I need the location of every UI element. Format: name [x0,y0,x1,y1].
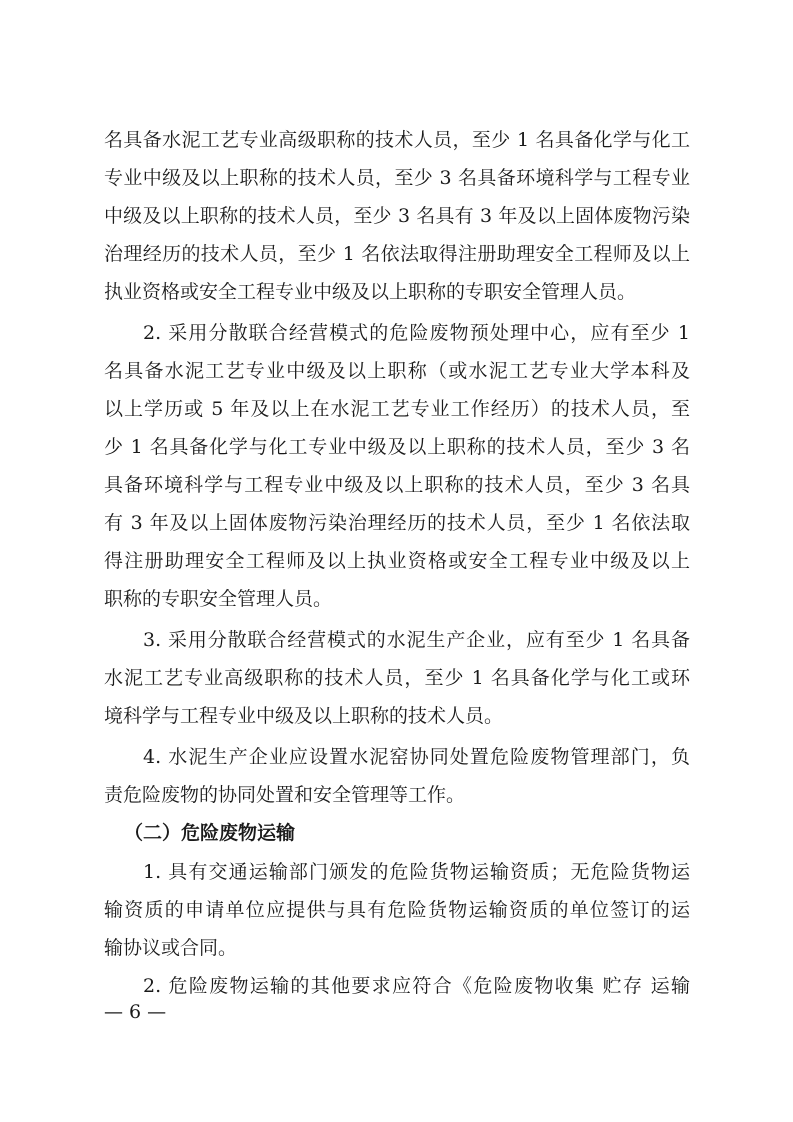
text-line: 2. 采用分散联合经营模式的危险废物预处理中心，应有至少 1 [143,322,690,344]
paragraph-line [0,272,793,312]
text-line: 责危险废物的协同处置和安全管理等工作。 [104,784,466,806]
paragraph-line [0,737,793,777]
text-line: 2. 危险废物运输的其他要求应符合《危险废物收集 贮存 运输 [143,975,690,997]
paragraph-line [0,234,793,274]
text-line: 3. 采用分散联合经营模式的水泥生产企业，应有至少 1 名具备 [143,629,690,651]
text-line: 输资质的申请单位应提供与具有危险货物运输资质的单位签订的运 [104,899,690,921]
paragraph-line [0,620,793,660]
text-line: 水泥工艺专业高级职称的技术人员，至少 1 名具备化学与化工或环 [104,667,690,689]
paragraph-line [0,503,793,543]
text-line: 专业中级及以上职称的技术人员，至少 3 名具备环境科学与工程专业 [104,167,690,189]
paragraph-line [0,427,793,467]
text-line: 以上学历或 5 年及以上在水泥工艺专业工作经历）的技术人员，至 [104,398,690,420]
paragraph-line [0,196,793,236]
text-line: 具备环境科学与工程专业中级及以上职称的技术人员，至少 3 名具 [104,474,690,496]
text-line: 4. 水泥生产企业应设置水泥窑协同处置危险废物管理部门，负 [143,746,690,768]
paragraph-line [0,579,793,619]
text-line: 1. 具有交通运输部门颁发的危险货物运输资质；无危险货物运 [143,861,690,883]
paragraph-line [0,541,793,581]
paragraph-line [0,351,793,391]
paragraph-line [0,928,793,968]
paragraph-line [0,775,793,815]
paragraph-line [0,313,793,353]
paragraph-line [0,158,793,198]
paragraph-line [0,852,793,892]
paragraph-line [0,120,793,160]
text-line: 名具备水泥工艺专业中级及以上职称（或水泥工艺专业大学本科及 [104,360,690,382]
paragraph-line [0,696,793,736]
section-heading [0,813,793,853]
text-line: 境科学与工程专业中级及以上职称的技术人员。 [104,705,504,727]
text-line: 得注册助理安全工程师及以上执业资格或安全工程专业中级及以上 [104,550,690,572]
text-line: 治理经历的技术人员，至少 1 名依法取得注册助理安全工程师及以上 [104,243,690,265]
text-line: 职称的专职安全管理人员。 [104,588,333,610]
text-line: 有 3 年及以上固体废物污染治理经历的技术人员，至少 1 名依法取 [104,512,690,534]
text-line: 输协议或合同。 [104,937,238,959]
text-line: 中级及以上职称的技术人员，至少 3 名具有 3 年及以上固体废物污染 [104,205,690,227]
paragraph-line [0,465,793,505]
text-line: 名具备水泥工艺专业高级职称的技术人员，至少 1 名具备化学与化工 [104,129,690,151]
section-heading-text: （二）危险废物运输 [124,822,296,844]
page-number: — 6 — [104,1001,167,1023]
paragraph-line [0,890,793,930]
text-line: 执业资格或安全工程专业中级及以上职称的专职安全管理人员。 [104,281,637,303]
paragraph-line [0,658,793,698]
text-line: 少 1 名具备化学与化工专业中级及以上职称的技术人员，至少 3 名 [104,436,690,458]
paragraph-line [0,389,793,429]
